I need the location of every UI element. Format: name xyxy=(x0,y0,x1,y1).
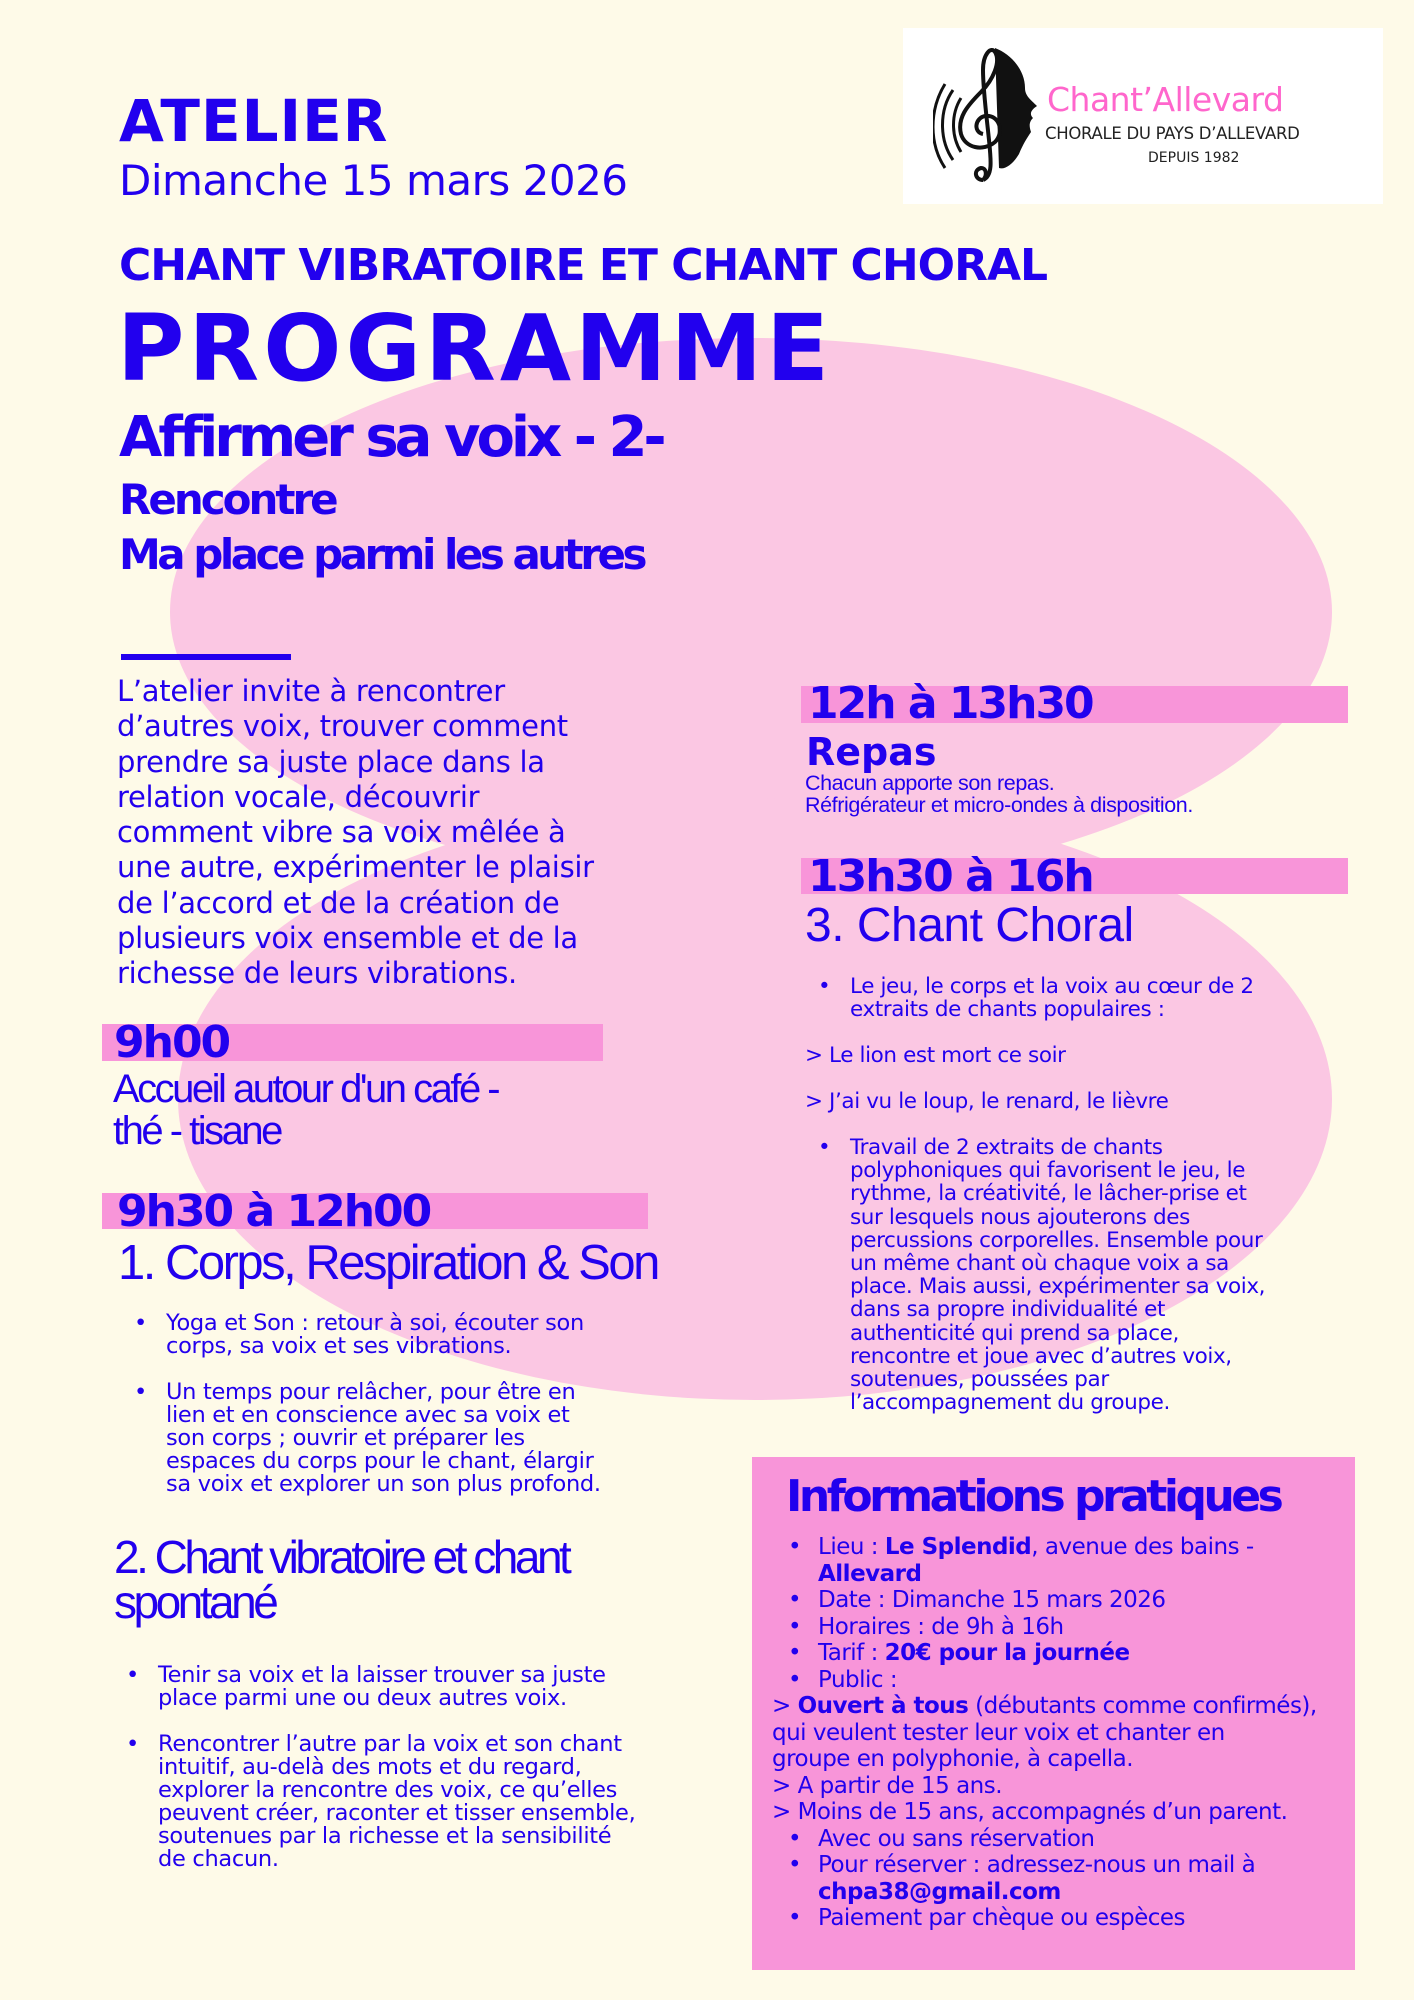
info-content xyxy=(772,1534,1317,1932)
info-tarif-value: 20€ pour la journée xyxy=(884,1640,1130,1666)
info-public: • Public : xyxy=(772,1667,1317,1694)
bullet-line: un même chant où chaque voix a sa xyxy=(850,1251,1229,1277)
bullet-line: polyphoniques qui favorisent le jeu, le xyxy=(850,1158,1246,1184)
bullet-line: • Travail de 2 extraits de chants xyxy=(850,1135,1163,1160)
accueil-line: thé - tisane xyxy=(113,1109,281,1153)
info-lieu-city: Allevard xyxy=(818,1560,922,1587)
accueil-line: Accueil autour d'un café - xyxy=(113,1067,499,1111)
logo-name: Chant’Allevard xyxy=(1047,80,1284,119)
section3-bullet-2 xyxy=(802,1136,1265,1414)
bullet-line: lien et en conscience avec sa voix et xyxy=(166,1402,570,1428)
event-subtitle: CHANT VIBRATOIRE ET CHANT CHORAL xyxy=(119,240,1048,291)
programme-title: PROGRAMME xyxy=(117,295,833,402)
bullet-line: son corps ; ouvrir et préparer les xyxy=(166,1425,525,1451)
bullet-line: dans sa propre individualité et xyxy=(850,1297,1166,1323)
time-13h30-16h: 13h30 à 16h xyxy=(808,851,1093,902)
divider-line xyxy=(121,654,291,660)
info-list-2 xyxy=(772,1826,1317,1932)
bullet-line: corps, sa voix et ses vibrations. xyxy=(166,1333,512,1359)
accueil-title xyxy=(113,1068,498,1152)
bullet-line: espaces du corps pour le chant, élargir xyxy=(166,1448,594,1474)
info-ouvert-prefix: > xyxy=(772,1693,798,1719)
info-ouvert-rest: (débutants comme confirmés), xyxy=(968,1693,1317,1719)
info-ouvert-line: groupe en polyphonie, à capella. xyxy=(772,1746,1134,1772)
bullet-line: • Le jeu, le corps et la voix au cœur de 2 xyxy=(850,974,1254,999)
time-9h30-12h00: 9h30 à 12h00 xyxy=(117,1186,431,1237)
section1-bullets xyxy=(118,1312,601,1496)
bullet-line: rythme, la créativité, le lâcher-prise et xyxy=(850,1181,1247,1207)
info-lieu xyxy=(772,1534,1317,1587)
intro-line: L’atelier invite à rencontrer xyxy=(117,674,505,708)
section3-bullet-1 xyxy=(802,975,1254,1021)
logo-since: DEPUIS 1982 xyxy=(1148,150,1240,166)
info-lieu-label: Lieu : xyxy=(818,1534,885,1560)
bullet-line: soutenues, poussées par xyxy=(850,1367,1109,1393)
info-paiement: • Paiement par chèque ou espèces xyxy=(772,1905,1317,1932)
time-12h-13h30: 12h à 13h30 xyxy=(808,678,1093,729)
info-reserver-text: Pour réserver : adressez-nous un mail à xyxy=(818,1852,1256,1878)
section2-title-line: 2. Chant vibratoire et chant xyxy=(114,1531,569,1583)
bullet-line: authenticité qui prend sa place, xyxy=(850,1320,1179,1346)
section2-title xyxy=(114,1531,569,1628)
repas-line: Chacun apporte son repas. xyxy=(805,771,1055,795)
list-item xyxy=(802,1136,1265,1414)
intro-paragraph xyxy=(117,674,594,992)
bullet-line: rencontre et joue avec d’autres voix, xyxy=(850,1343,1232,1369)
section3-title: 3. Chant Choral xyxy=(805,899,1134,952)
bullet-line: • Un temps pour relâcher, pour être en xyxy=(166,1379,576,1405)
intro-line: une autre, expérimenter le plaisir xyxy=(117,850,594,885)
info-title: Informations pratiques xyxy=(786,1471,1281,1522)
section2-bullets xyxy=(110,1664,635,1871)
bullet-line: de chacun. xyxy=(158,1846,279,1872)
logo-subtitle: CHORALE DU PAYS D’ALLEVARD xyxy=(1045,124,1300,143)
list-item xyxy=(110,1733,635,1871)
treble-clef-face-icon xyxy=(933,40,1045,190)
bullet-line: place parmi une ou deux autres voix. xyxy=(158,1685,567,1711)
intro-line: richesse de leurs vibrations. xyxy=(117,956,517,991)
bullet-line: sa voix et explorer un son plus profond. xyxy=(166,1471,601,1497)
time-9h00: 9h00 xyxy=(114,1017,230,1068)
theme-title: Affirmer sa voix - 2- xyxy=(119,405,663,470)
song-2: > J’ai vu le loup, le renard, le lièvre xyxy=(805,1089,1169,1114)
info-lieu-venue: Le Splendid xyxy=(884,1534,1032,1560)
atelier-label: ATELIER xyxy=(119,87,389,155)
info-ouvert-line: qui veulent tester leur voix et chanter en xyxy=(772,1719,1225,1746)
event-date: Dimanche 15 mars 2026 xyxy=(119,156,628,205)
intro-line: relation vocale, découvrir xyxy=(117,779,480,814)
repas-details xyxy=(805,772,1193,816)
bullet-line: l’accompagnement du groupe. xyxy=(850,1390,1170,1416)
info-ouvert-bold: Ouvert à tous xyxy=(797,1693,969,1719)
info-tarif-label: Tarif : xyxy=(818,1640,885,1666)
info-list-1 xyxy=(772,1534,1317,1693)
intro-line: prendre sa juste place dans la xyxy=(117,744,545,779)
info-lieu-address: , avenue des bains - xyxy=(1031,1534,1254,1560)
logo xyxy=(903,28,1383,204)
intro-line: de l’accord et de la création de xyxy=(117,885,560,920)
list-item xyxy=(110,1664,635,1710)
bullet-line: • Tenir sa voix et la laisser trouver sa juste xyxy=(158,1662,606,1688)
theme-line-1: Rencontre xyxy=(119,475,336,524)
info-email-link[interactable]: chpa38@gmail.com xyxy=(818,1878,1061,1905)
bullet-line: sur lesquels nous ajouterons des xyxy=(850,1204,1190,1230)
repas-title: Repas xyxy=(806,730,937,774)
song-1: > Le lion est mort ce soir xyxy=(805,1043,1066,1068)
bullet-line: intuitif, au-delà des mots et du regard, xyxy=(158,1754,582,1780)
bullet-line: extraits de chants populaires : xyxy=(850,997,1165,1022)
repas-line: Réfrigérateur et micro-ondes à disposition. xyxy=(805,793,1193,817)
bullet-line: place. Mais aussi, expérimenter sa voix, xyxy=(850,1274,1266,1300)
bullet-line: • Yoga et Son : retour à soi, écouter son xyxy=(166,1310,584,1336)
info-tarif xyxy=(772,1640,1317,1667)
info-reservation: • Avec ou sans réservation xyxy=(772,1826,1317,1853)
info-age-min: > A partir de 15 ans. xyxy=(772,1772,1003,1799)
info-age-under: > Moins de 15 ans, accompagnés d’un parent. xyxy=(772,1799,1288,1825)
list-item xyxy=(118,1312,601,1358)
list-item xyxy=(118,1381,601,1496)
info-ouvert xyxy=(772,1693,1317,1720)
info-horaires: • Horaires : de 9h à 16h xyxy=(772,1614,1317,1641)
bullet-line: explorer la rencontre des voix, ce qu’elles xyxy=(158,1777,618,1803)
list-item xyxy=(802,975,1254,1021)
intro-line: comment vibre sa voix mêlée à xyxy=(117,815,566,850)
section1-title: 1. Corps, Respiration & Son xyxy=(118,1236,658,1290)
theme-line-2: Ma place parmi les autres xyxy=(119,530,644,579)
bullet-line: percussions corporelles. Ensemble pour xyxy=(850,1227,1263,1253)
intro-line: plusieurs voix ensemble et de la xyxy=(117,921,578,956)
info-reserver xyxy=(772,1852,1317,1905)
bullet-line: • Rencontrer l’autre par la voix et son chant xyxy=(158,1731,622,1757)
intro-line: d’autres voix, trouver comment xyxy=(117,709,568,744)
bullet-line: peuvent créer, raconter et tisser ensemble, xyxy=(158,1800,636,1826)
info-date: • Date : Dimanche 15 mars 2026 xyxy=(772,1587,1317,1614)
info-box xyxy=(752,1457,1355,1970)
bullet-line: soutenues par la richesse et la sensibilité xyxy=(158,1823,612,1849)
section2-title-line: spontané xyxy=(114,1576,276,1628)
